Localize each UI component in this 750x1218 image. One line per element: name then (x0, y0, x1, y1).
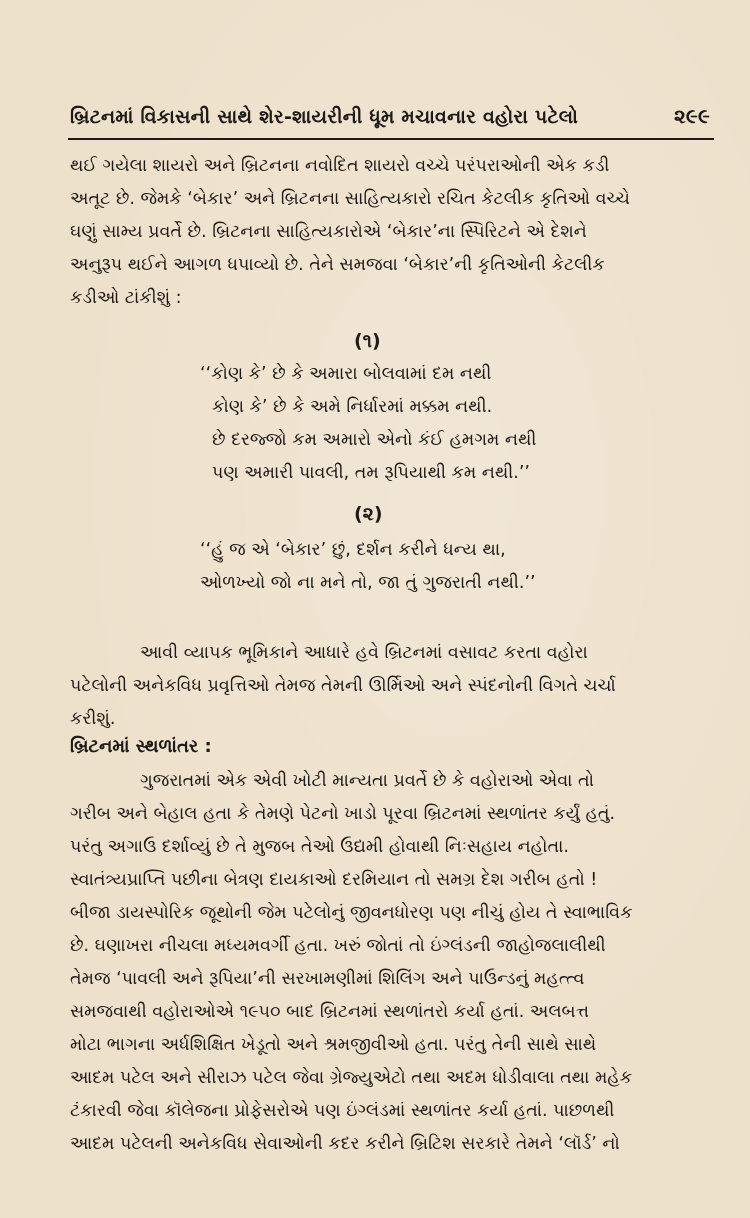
text-line: ટંકારવી જેવા કૉલેજના પ્રોફેસરોએ પણ ઇંગ્લંડમાં સ્થળાંતર કર્યા હતાં. પાછળથી (70, 1101, 615, 1121)
verse-1 (200, 358, 536, 490)
verse-number-1: (૧) (354, 330, 381, 352)
page-number: ૨૯૯ (673, 104, 710, 128)
text-line: બીજા ડાયસ્પોરિક જૂથોની જેમ પટેલોનું જીવનધોરણ પણ નીચું હોય તે સ્વાભાવિક (70, 903, 633, 923)
text-line: આવી વ્યાપક ભૂમિકાને આધારે હવે બ્રિટનમાં વસાવટ કરતા વહોરા (140, 643, 588, 663)
text-line: પરંતુ અગાઉ દર્શાવ્યું છે તે મુજબ તેઓ ઉદ્યમી હોવાથી નિઃસહાય નહોતા. (70, 837, 569, 857)
text-line: તેમજ ‘પાવલી અને રૂપિયા’ની સરખામણીમાં શિલિંગ અને પાઉન્ડનું મહત્ત્વ (70, 969, 585, 989)
text-line: કરીશું. (70, 709, 116, 729)
verse-line: પણ અમારી પાવલી, તમ રૂપિયાથી કમ નથી.’’ (212, 463, 530, 483)
verse-2 (200, 534, 536, 600)
verse-line: ‘‘કોણ કે’ છે કે અમારા બોલવામાં દમ નથી (200, 364, 492, 384)
text-line: છે. ઘણાખરા નીચલા મધ્યમવર્ગી હતા. ખરું જોતાં તો ઇંગ્લંડની જાહોજલાલીથી (70, 936, 606, 956)
running-header (70, 100, 710, 136)
text-line: થઈ ગયેલા શાયરો અને બ્રિટનના નવોદિત શાયરો વચ્ચે પરંપરાઓની એક કડી (70, 156, 610, 176)
text-line: મોટા ભાગના અર્ધશિક્ષિત ખેડૂતો અને શ્રમજીવીઓ હતા. પરંતુ તેની સાથે સાથે (70, 1035, 597, 1055)
paragraph-2 (70, 637, 710, 736)
paragraph-3 (70, 765, 710, 1161)
text-line: સ્વાતંત્ર્યપ્રાપ્તિ પછીના બેત્રણ દાયકાઓ દરમિયાન તો સમગ્ર દેશ ગરીબ હતો ! (70, 870, 598, 890)
text-line: અતૂટ છે. જેમકે ‘બેકાર’ અને બ્રિટનના સાહિત્યકારો રચિત કેટલીક કૃતિઓ વચ્ચે (70, 189, 630, 209)
text-line: કડીઓ ટાંકીશું : (70, 288, 182, 308)
text-line: ગરીબ અને બેહાલ હતા કે તેમણે પેટનો ખાડો પૂરવા બ્રિટનમાં સ્થળાંતર કર્યું હતું. (70, 804, 616, 824)
text-line: ગુજરાતમાં એક એવી ખોટી માન્યતા પ્રવર્તે છે કે વહોરાઓ એવા તો (140, 771, 594, 791)
text-line: અનુરૂપ થઈને આગળ ધપાવ્યો છે. તેને સમજવા ‘બેકાર’ની કૃતિઓની કેટલીક (70, 255, 605, 275)
paragraph-1 (70, 150, 710, 315)
text-line: સમજવાથી વહોરાઓએ ૧૯૫૦ બાદ બ્રિટનમાં સ્થળાંતરો કર્યા હતાં. અલબત્ત (70, 1002, 589, 1022)
verse-line: છે દરજ્જો કમ અમારો એનો કંઈ હમગમ નથી (212, 430, 537, 450)
verse-line: ‘‘હું જ એ ‘બેકાર’ છું, દર્શન કરીને ધન્ય થા, (200, 540, 506, 560)
text-line: આદમ પટેલની અનેકવિધ સેવાઓની કદર કરીને બ્રિટિશ સરકારે તેમને ‘લૉર્ડ’ નો (70, 1134, 620, 1154)
header-rule (68, 138, 714, 140)
running-title: બ્રિટનમાં વિકાસની સાથે શેર-શાયરીની ધૂમ મચાવનાર વહોરા પટેલો (70, 106, 579, 128)
text-line: ઘણું સામ્ય પ્રવર્તે છે. બ્રિટનના સાહિત્યકારોએ ‘બેકાર’ના સ્પિરિટને એ દેશને (70, 222, 587, 242)
verse-line: ઓળખ્યો જો ના મને તો, જા તું ગુજરાતી નથી.’’ (200, 573, 536, 593)
text-line: આદમ પટેલ અને સીરાઝ પટેલ જેવા ગ્રેજ્યુએટો તથા અદમ ધોડીવાલા તથા મહેક (70, 1068, 633, 1088)
section-heading: બ્રિટનમાં સ્થળાંતર : (70, 736, 212, 757)
verse-line: કોણ કે’ છે કે અમે નિર્ધારમાં મક્કમ નથી. (212, 397, 493, 417)
verse-number-2: (૨) (354, 503, 383, 525)
text-line: પટેલોની અનેકવિધ પ્રવૃત્તિઓ તેમજ તેમની ઊર્મિઓ અને સ્પંદનોની વિગતે ચર્ચા (70, 676, 616, 696)
